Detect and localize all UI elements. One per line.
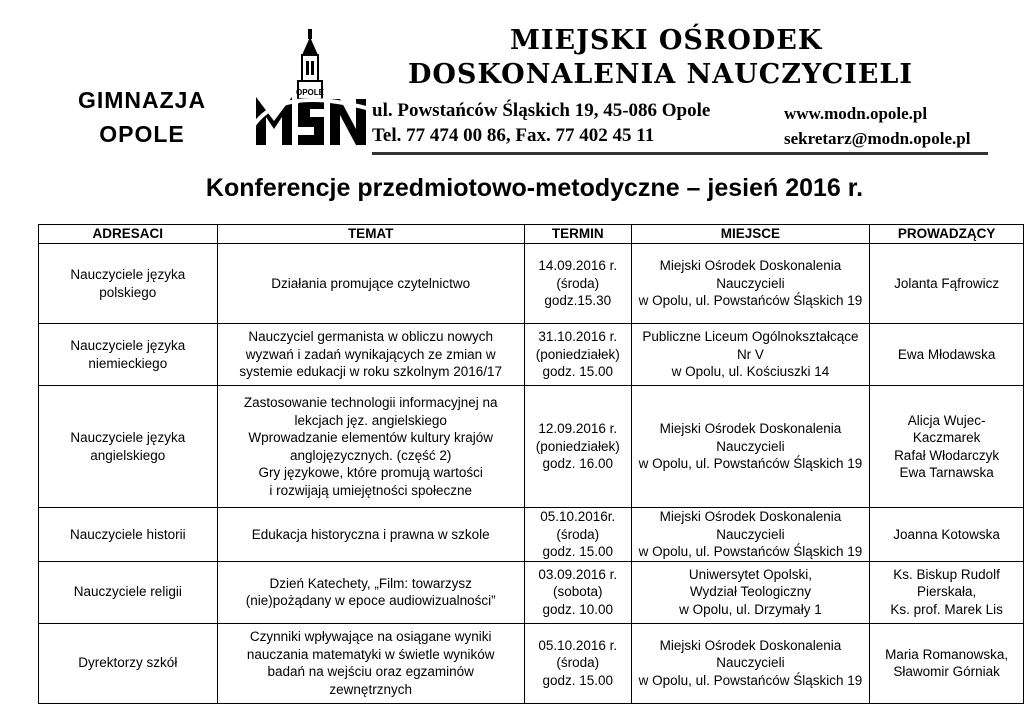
cell-prowadzacy: [870, 623, 1024, 703]
cell-line: Nauczycieli: [716, 526, 785, 542]
cell-line: (nie)pożądany w epoce audiowizualności”: [245, 593, 496, 608]
cell-line: Wydział Teologiczny: [689, 584, 812, 600]
cell-adresaci: [39, 386, 218, 508]
cell-miejsce: [631, 623, 869, 703]
school-name-line2: OPOLE: [99, 121, 185, 147]
cell-line: Miejski Ośrodek Doskonalenia: [659, 258, 842, 274]
cell-line: Joanna Kotowska: [893, 526, 1000, 542]
cell-line: godz. 15.00: [542, 364, 614, 380]
cell-adresaci: [39, 508, 218, 562]
cell-line: Edukacja historyczna i prawna w szkole: [251, 526, 490, 542]
cell-prowadzacy: [870, 508, 1024, 562]
cell-line: 03.09.2016 r.: [538, 566, 618, 582]
cell-line: Nauczyciele języka: [70, 430, 186, 445]
cell-line: 31.10.2016 r.: [538, 329, 618, 345]
cell-line: (poniedziałek): [535, 438, 620, 454]
cell-termin: [524, 324, 631, 386]
header-adresaci: ADRESACI: [39, 225, 218, 244]
header-rule: [372, 152, 988, 155]
cell-line: (poniedziałek): [535, 346, 620, 362]
cell-adresaci: [39, 244, 218, 324]
table-row: [39, 623, 1024, 703]
cell-temat: [217, 244, 524, 324]
institution-website: www.modn.opole.pl: [784, 104, 928, 123]
cell-line: Nauczycieli: [716, 655, 785, 671]
cell-line: systemie edukacji w roku szkolnym 2016/17: [239, 364, 502, 380]
header-termin: TERMIN: [524, 225, 631, 244]
cell-termin: [524, 623, 631, 703]
cell-line: Działania promujące czytelnictwo: [271, 275, 471, 291]
cell-line: w Opolu, ul. Powstańców Śląskich 19: [638, 672, 863, 688]
cell-prowadzacy: [870, 244, 1024, 324]
cell-temat: [217, 623, 524, 703]
cell-line: w Opolu, ul. Powstańców Śląskich 19: [638, 456, 863, 472]
cell-line: Nauczyciel germanista w obliczu nowych: [248, 329, 493, 345]
cell-line: Nauczyciele języka: [70, 338, 186, 353]
cell-miejsce: [631, 244, 869, 324]
cell-line: Miejski Ośrodek Doskonalenia: [659, 637, 842, 653]
cell-temat: [217, 508, 524, 562]
cell-line: godz. 15.00: [542, 672, 614, 688]
cell-line: lekcjach jęz. angielskiego: [294, 412, 447, 428]
cell-line: Alicja Wujec-: [907, 412, 986, 428]
cell-line: Miejski Ośrodek Doskonalenia: [659, 421, 842, 437]
table-header-row: [39, 225, 1024, 244]
cell-line: anglojęzycznych. (część 2): [290, 447, 452, 463]
cell-termin: [524, 508, 631, 562]
cell-line: (środa): [556, 655, 600, 671]
school-name: [62, 83, 222, 151]
conference-table: [38, 224, 1024, 704]
cell-line: angielskiego: [90, 447, 166, 463]
logo-tower-text: OPOLE: [295, 88, 325, 97]
cell-line: Miejski Ośrodek Doskonalenia: [659, 509, 842, 524]
cell-line: i rozwijają umiejętności społeczne: [269, 482, 472, 498]
cell-line: Nr V: [736, 346, 764, 362]
cell-line: Sławomir Górniak: [893, 664, 1000, 679]
cell-line: 12.09.2016 r.: [538, 421, 618, 437]
cell-line: Pierskała,: [916, 584, 977, 600]
cell-line: Publiczne Liceum Ogólnokształcące: [642, 329, 859, 345]
cell-line: 14.09.2016 r.: [538, 258, 618, 274]
cell-line: Nauczyciele religii: [73, 584, 182, 600]
cell-adresaci: [39, 623, 218, 703]
cell-line: (sobota): [552, 584, 603, 600]
cell-line: w Opolu, ul. Powstańców Śląskich 19: [638, 544, 863, 559]
cell-line: niemieckiego: [88, 355, 168, 371]
cell-line: w Opolu, ul. Powstańców Śląskich 19: [638, 293, 863, 309]
cell-prowadzacy: [870, 386, 1024, 508]
header-miejsce: MIEJSCE: [631, 225, 869, 244]
institution-address: ul. Powstańców Śląskich 19, 45-086 Opole: [372, 100, 711, 121]
cell-termin: [524, 561, 631, 623]
institution-name: [400, 24, 980, 92]
cell-line: w Opolu, ul. Drzymały 1: [679, 601, 822, 617]
header-temat: TEMAT: [217, 225, 524, 244]
cell-line: polskiego: [99, 284, 157, 300]
cell-line: Jolanta Fąfrowicz: [894, 275, 1000, 291]
header-prowadzacy: PROWADZĄCY: [870, 225, 1024, 244]
cell-line: zewnętrznych: [329, 681, 412, 697]
cell-line: Dzień Katechety, „Film: towarzysz: [269, 575, 472, 591]
cell-line: nauczania matematyki w świetle wyników: [246, 646, 495, 662]
cell-line: 05.10.2016r.: [540, 509, 616, 524]
cell-line: Wprowadzanie elementów kultury krajów: [248, 430, 493, 445]
institution-contact: [372, 98, 772, 148]
cell-line: godz. 16.00: [542, 456, 614, 472]
table-row: [39, 508, 1024, 562]
cell-line: Nauczycieli: [716, 275, 785, 291]
table-row: [39, 386, 1024, 508]
school-name-line1: GIMNAZJA: [77, 87, 207, 113]
cell-termin: [524, 386, 631, 508]
cell-line: godz. 15.00: [542, 544, 614, 559]
cell-line: Ewa Młodawska: [897, 346, 996, 362]
modn-logo-icon: [252, 25, 372, 153]
cell-line: Gry językowe, które promują wartości: [258, 465, 483, 480]
cell-line: w Opolu, ul. Kościuszki 14: [671, 364, 830, 380]
institution-name-line2: DOSKONALENIA NAUCZYCIELI: [408, 59, 914, 90]
cell-termin: [524, 244, 631, 324]
cell-line: Dyrektorzy szkół: [78, 655, 178, 671]
table-row: [39, 324, 1024, 386]
cell-miejsce: [631, 324, 869, 386]
cell-line: Ks. Biskup Rudolf: [893, 566, 1000, 582]
cell-line: (środa): [556, 526, 600, 542]
cell-miejsce: [631, 386, 869, 508]
cell-line: Ks. prof. Marek Lis: [890, 601, 1003, 617]
cell-line: Nauczycieli: [716, 438, 785, 454]
cell-line: Ewa Tarnawska: [899, 465, 994, 480]
cell-line: badań na wejściu oraz egzaminów: [267, 664, 474, 679]
cell-line: (środa): [556, 275, 600, 291]
cell-line: Nauczyciele języka: [70, 267, 186, 282]
institution-email: sekretarz@modn.opole.pl: [784, 129, 971, 148]
cell-line: godz.15.30: [544, 293, 612, 309]
cell-temat: [217, 324, 524, 386]
cell-miejsce: [631, 561, 869, 623]
cell-adresaci: [39, 561, 218, 623]
institution-web: [780, 101, 1010, 151]
cell-adresaci: [39, 324, 218, 386]
institution-name-line1: MIEJSKI OŚRODEK: [510, 25, 823, 56]
cell-line: Czynniki wpływające na osiągane wyniki: [249, 629, 492, 644]
cell-line: Maria Romanowska,: [885, 646, 1009, 662]
cell-temat: [217, 386, 524, 508]
institution-phone: Tel. 77 474 00 86, Fax. 77 402 45 11: [372, 125, 655, 146]
cell-prowadzacy: [870, 561, 1024, 623]
table-row: [39, 244, 1024, 324]
page-title: Konferencje przedmiotowo-metodyczne – jesień 2016 r.: [205, 174, 864, 202]
cell-line: Rafał Włodarczyk: [894, 447, 1000, 463]
cell-miejsce: [631, 508, 869, 562]
cell-line: wyzwań i zadań wynikających ze zmian w: [245, 346, 496, 362]
cell-line: 05.10.2016 r.: [538, 637, 618, 653]
cell-line: Kaczmarek: [912, 430, 981, 445]
table-row: [39, 561, 1024, 623]
cell-line: Zastosowanie technologii informacyjnej na: [243, 395, 498, 410]
cell-prowadzacy: [870, 324, 1024, 386]
cell-line: Nauczyciele historii: [70, 526, 186, 542]
cell-line: godz. 10.00: [542, 601, 614, 617]
cell-line: Uniwersytet Opolski,: [688, 566, 812, 582]
cell-temat: [217, 561, 524, 623]
